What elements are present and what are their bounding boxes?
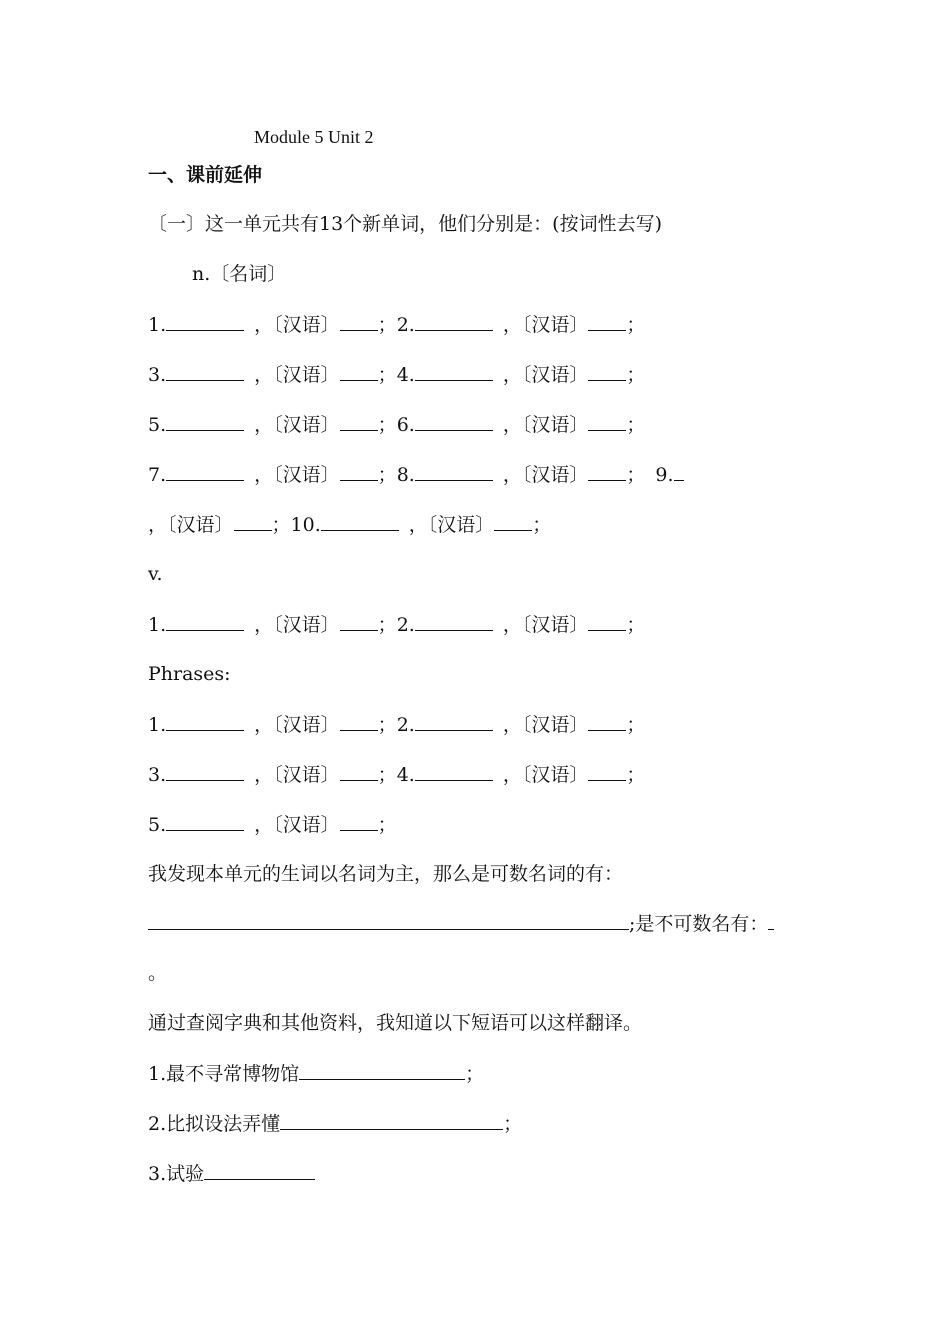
item-number: 2. [396, 614, 415, 636]
period-mark: 。 [148, 962, 168, 984]
chinese-label: 〔汉语〕 [273, 714, 340, 736]
word-blank[interactable] [166, 362, 244, 381]
semicolon: ； [377, 614, 397, 636]
dictionary-intro: 通过查阅字典和其他资料，我知道以下短语可以这样翻译。 [148, 1012, 643, 1034]
word-blank[interactable] [321, 512, 399, 531]
word-blank[interactable] [415, 462, 493, 481]
chinese-label: 〔汉语〕 [521, 464, 589, 486]
comma: ， [502, 314, 522, 336]
item-number: 1. [148, 714, 167, 736]
semicolon: ； [626, 314, 646, 336]
comma: ， [254, 464, 274, 486]
semicolon: ； [377, 364, 397, 386]
word-blank[interactable] [415, 712, 493, 731]
item-number: 5. [148, 414, 167, 436]
meaning-blank[interactable] [234, 512, 272, 531]
word-blank[interactable] [166, 612, 244, 631]
comma: ， [502, 764, 522, 786]
meaning-blank[interactable] [340, 612, 378, 631]
word-blank[interactable] [415, 612, 493, 631]
comma: ， [254, 614, 274, 636]
item-number: 4. [396, 364, 415, 386]
comma: ， [408, 514, 428, 536]
comma: ， [148, 514, 168, 536]
comma: ， [254, 414, 274, 436]
chinese-label: 〔汉语〕 [273, 364, 340, 386]
comma: ， [502, 614, 522, 636]
noun-row-1 [148, 312, 645, 337]
phrase-row-2 [148, 762, 645, 787]
noun-row-5 [148, 512, 551, 537]
item-number: 10. [290, 514, 321, 536]
chinese-label: 〔汉语〕 [273, 764, 340, 786]
chinese-label: 〔汉语〕 [273, 614, 340, 636]
translation-item-1 [148, 1061, 484, 1086]
verb-row-1 [148, 612, 645, 637]
uncountable-prompt: ;是不可数名有： [629, 913, 769, 935]
meaning-blank[interactable] [340, 712, 378, 731]
chinese-label: 〔汉语〕 [273, 414, 340, 436]
comma: ， [254, 714, 274, 736]
semicolon: ； [503, 1113, 523, 1135]
noun-label: n.〔名词〕 [192, 263, 287, 285]
meaning-blank[interactable] [340, 412, 378, 431]
phrase-row-1 [148, 712, 645, 737]
item-number: 8. [396, 464, 415, 486]
noun-row-4 [148, 462, 684, 487]
item-number: 1. [148, 314, 167, 336]
translation-blank[interactable] [299, 1061, 465, 1080]
item-number: 2. [396, 314, 415, 336]
meaning-blank[interactable] [340, 812, 378, 831]
section-heading: 一、课前延伸 [148, 164, 263, 186]
semicolon: ； [377, 814, 397, 836]
chinese-label: 〔汉语〕 [521, 314, 589, 336]
meaning-blank[interactable] [340, 462, 378, 481]
item-number: 3. [148, 364, 167, 386]
translation-prompt: 3.试验 [148, 1163, 205, 1185]
meaning-blank[interactable] [588, 762, 626, 781]
translation-blank[interactable] [204, 1161, 315, 1180]
chinese-label: 〔汉语〕 [273, 464, 340, 486]
word-blank[interactable] [166, 462, 244, 481]
chinese-label: 〔汉语〕 [521, 714, 589, 736]
verb-label: v. [148, 563, 163, 585]
chinese-label: 〔汉语〕 [273, 314, 340, 336]
countable-answer-line [148, 911, 774, 936]
item-number: 9. [655, 464, 674, 486]
noun-row-2 [148, 362, 645, 387]
chinese-label: 〔汉语〕 [273, 814, 340, 836]
comma: ， [502, 414, 522, 436]
semicolon: ； [377, 714, 397, 736]
word-blank[interactable] [166, 812, 244, 831]
meaning-blank[interactable] [494, 512, 532, 531]
item-number: 5. [148, 814, 167, 836]
noun-row-3 [148, 412, 645, 437]
meaning-blank[interactable] [340, 312, 378, 331]
item-number: 7. [148, 464, 167, 486]
word-blank[interactable] [415, 762, 493, 781]
comma: ， [254, 814, 274, 836]
chinese-label: 〔汉语〕 [521, 364, 589, 386]
item-number: 4. [396, 764, 415, 786]
semicolon: ； [532, 514, 552, 536]
translation-prompt: 1.最不寻常博物馆 [148, 1063, 300, 1085]
document-title: Module 5 Unit 2 [254, 127, 374, 147]
item-number: 2. [396, 714, 415, 736]
word-blank[interactable] [166, 712, 244, 731]
intro-text: 〔一〕这一单元共有13个新单词，他们分别是：(按词性去写) [148, 213, 663, 235]
meaning-blank[interactable] [588, 362, 626, 381]
word-blank[interactable] [674, 462, 684, 481]
item-number: 6. [396, 414, 415, 436]
meaning-blank[interactable] [340, 362, 378, 381]
semicolon: ； [377, 764, 397, 786]
semicolon: ； [626, 414, 646, 436]
word-blank[interactable] [166, 312, 244, 331]
word-blank[interactable] [415, 412, 493, 431]
chinese-label: 〔汉语〕 [167, 514, 234, 536]
comma: ， [502, 464, 522, 486]
chinese-label: 〔汉语〕 [521, 414, 589, 436]
chinese-label: 〔汉语〕 [521, 764, 589, 786]
translation-item-3 [148, 1161, 315, 1186]
comma: ， [502, 714, 522, 736]
phrases-label: Phrases: [148, 663, 231, 685]
comma: ， [254, 314, 274, 336]
meaning-blank[interactable] [588, 412, 626, 431]
word-blank[interactable] [166, 762, 244, 781]
comma: ， [502, 364, 522, 386]
countable-prompt: 我发现本单元的生词以名词为主，那么是可数名词的有： [148, 863, 624, 885]
word-blank[interactable] [415, 362, 493, 381]
semicolon: ； [377, 464, 397, 486]
chinese-label: 〔汉语〕 [427, 514, 495, 536]
semicolon: ； [377, 414, 397, 436]
meaning-blank[interactable] [588, 712, 626, 731]
semicolon: ； [377, 314, 397, 336]
translation-blank[interactable] [280, 1111, 503, 1130]
phrase-row-3 [148, 812, 397, 837]
item-number: 3. [148, 764, 167, 786]
semicolon: ； [626, 764, 646, 786]
meaning-blank[interactable] [588, 312, 626, 331]
comma: ， [254, 764, 274, 786]
semicolon: ； [626, 464, 646, 486]
semicolon: ； [271, 514, 291, 536]
item-number: 1. [148, 614, 167, 636]
semicolon: ； [465, 1063, 485, 1085]
meaning-blank[interactable] [340, 762, 378, 781]
semicolon: ； [626, 364, 646, 386]
word-blank[interactable] [166, 412, 244, 431]
uncountable-nouns-blank[interactable] [768, 911, 774, 930]
countable-nouns-blank[interactable] [148, 911, 629, 930]
chinese-label: 〔汉语〕 [521, 614, 589, 636]
translation-prompt: 2.比拟设法弄懂 [148, 1113, 281, 1135]
meaning-blank[interactable] [588, 462, 626, 481]
translation-item-2 [148, 1111, 522, 1136]
word-blank[interactable] [415, 312, 493, 331]
semicolon: ； [626, 714, 646, 736]
semicolon: ； [626, 614, 646, 636]
comma: ， [254, 364, 274, 386]
meaning-blank[interactable] [588, 612, 626, 631]
